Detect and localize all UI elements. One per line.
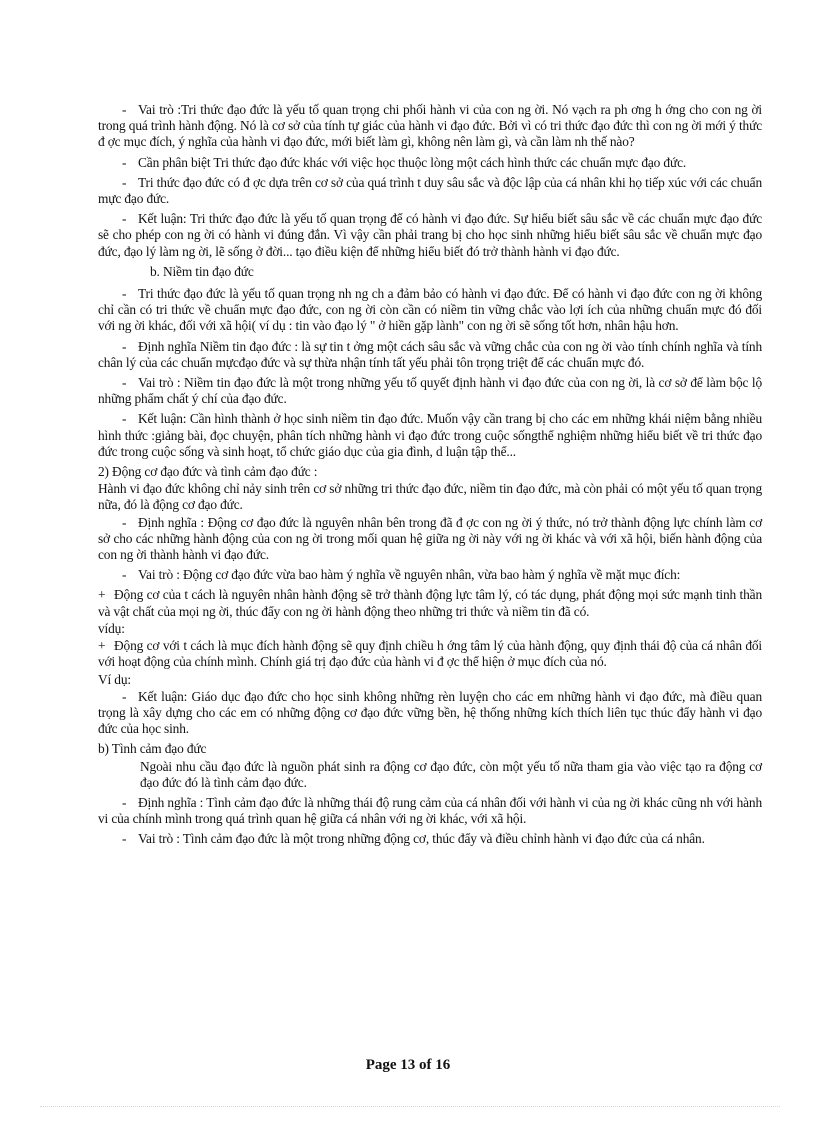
- plus-bullet: +: [98, 587, 106, 603]
- paragraph-text: Kết luận: Giáo dục đạo đức cho học sinh không những rèn luyện cho các em những hành vi đạo đức, mà điều quan trọng là xây dựng cho các em có những động cơ đạo đức vững bền, hệ thống những kích thích liên tục thúc đẩy hành vi đạo đức của học sinh.: [98, 688, 762, 737]
- page-bottom-rule: [40, 1106, 780, 1107]
- paragraph-text: Kết luận: Cần hình thành ở học sinh niềm tin đạo đức. Muốn vậy cần trang bị cho các em những khái niệm bằng nhiều hình thức :giảng bài, đọc chuyện, phân tích những hành vi đạo đức trong cuộc sốngthể nghiệm những hiểu biết về tri thức đạo đức trong cuộc sống và sinh hoạt, tổ chức giáo dục của gia đình, d luận tập thể...: [98, 411, 762, 459]
- paragraph-text: vídụ:: [98, 620, 125, 636]
- dash-bullet: -: [122, 567, 127, 583]
- paragraph: [98, 411, 762, 460]
- paragraph: [98, 339, 762, 371]
- paragraph: [98, 464, 762, 480]
- paragraph-text: Vai trò : Niềm tin đạo đức là một trong những yếu tố quyết định hành vi đạo đức của con ng ời, là cơ sở để làm bộc lộ những phẩm chất ý chí của đạo đức.: [98, 375, 762, 407]
- document-body: [98, 102, 762, 852]
- dash-bullet: -: [122, 211, 127, 227]
- paragraph: [98, 831, 762, 847]
- paragraph-text: Động cơ của t cách là nguyên nhân hành động sẽ trở thành động lực tâm lý, có tác dụng, phát động mọi sức mạnh tinh thần và vật chất của mọi ng ời, thúc đẩy con ng ời hành động theo những tri thức và niềm tin đã có.: [98, 587, 762, 619]
- dash-bullet: -: [122, 411, 127, 427]
- paragraph: [98, 175, 762, 207]
- paragraph-text: 2) Động cơ đạo đức và tình cảm đạo đức :: [98, 464, 318, 480]
- paragraph-text: Vai trò :Tri thức đạo đức là yếu tố quan trọng chi phối hành vi của con ng ời. Nó vạch ra ph ơng h ớng cho con ng ời trong quá trình hành động. Nó là cơ sở của tính tự giác của hành vi đạo đức. Bởi vì có tri thức đạo đức thì con ng ời mới ý thức đ ợc mục đích, ý nghĩa của hành vi đạo đức, mới biết làm gì, không nên làm gì, và cần làm nh thế nào?: [98, 102, 762, 150]
- paragraph: [98, 375, 762, 407]
- paragraph-text: Hành vi đạo đức không chỉ nảy sinh trên cơ sở những tri thức đạo đức, niềm tin đạo đức, mà còn phải có một yếu tố quan trọng nữa, đó là động cơ đạo đức.: [98, 481, 762, 513]
- paragraph-text: Cần phân biệt Tri thức đạo đức khác với việc học thuộc lòng một cách hình thức các chuẩn mực đạo đức.: [138, 154, 687, 170]
- dash-bullet: -: [122, 174, 127, 190]
- paragraph-text: Ngoài nhu cầu đạo đức là nguồn phát sinh ra động cơ đạo đức, còn một yếu tố nữa tham gia vào việc tạo ra động cơ đạo đức đó là tình cảm đạo đức.: [140, 758, 762, 790]
- paragraph: [98, 481, 762, 513]
- paragraph-text: Định nghĩa Niềm tin đạo đức : là sự tin t ởng một cách sâu sắc và vững chắc của con ng ời vào tính chính nghĩa và tính chân lý của các chuẩn mựcđạo đức và sự thừa nhận tính tất yếu phải tôn trọng triệt để các chuẩn mực đó.: [98, 338, 762, 370]
- paragraph: [98, 689, 762, 738]
- paragraph-text: Tri thức đạo đức có đ ợc dựa trên cơ sở của quá trình t duy sâu sắc và độc lập của cá nhân khi họ tiếp xúc với các chuẩn mực đạo đức.: [98, 174, 762, 207]
- paragraph-text: Ví dụ:: [98, 671, 131, 687]
- paragraph-text: b) Tình cảm đạo đức: [98, 741, 207, 757]
- page-footer: Page 13 of 16: [365, 1057, 451, 1073]
- dash-bullet: -: [122, 338, 127, 354]
- paragraph: [98, 759, 762, 791]
- paragraph: [98, 587, 762, 619]
- paragraph-text: b. Niềm tin đạo đức: [150, 263, 254, 279]
- dash-bullet: -: [122, 102, 127, 117]
- paragraph-text: Vai trò : Tình cảm đạo đức là một trong những động cơ, thúc đẩy và điều chỉnh hành vi đạo đức của cá nhân.: [138, 831, 705, 847]
- paragraph-text: Kết luận: Tri thức đạo đức là yếu tố quan trọng để có hành vi đạo đức. Sự hiểu biết sâu sắc về các chuẩn mực đạo đức sẽ cho phép con ng ời có hành vi đúng đắn. Vì vậy cần phải trang bị cho học sinh những hiểu biết sâu sắc về chuẩn mực đạo đức, đạo lý làm ng ời, lẽ sống ở đời... tạo điều kiện để những hiểu biết đó trở thành hành vi đạo đức.: [98, 211, 762, 259]
- dash-bullet: -: [122, 375, 127, 391]
- paragraph-text: Tri thức đạo đức là yếu tố quan trọng nh ng ch a đảm bảo có hành vi đạo đức. Để có hành vi đạo đức con ng ời không chỉ cần có tri thức về chuẩn mực đạo đức, con ng ời còn cần có niềm tin vững chắc vào lợi ích của những chuẩn mực đó đối với ng ời khác, đối với xã hội( ví dụ : tin vào đạo lý " ở hiền gặp lành" con ng ời sẽ sống tốt hơn, nhân hậu hơn.: [98, 286, 762, 334]
- dash-bullet: -: [122, 831, 127, 847]
- paragraph: [98, 286, 762, 335]
- paragraph-text: Định nghĩa : Động cơ đạo đức là nguyên nhân bên trong đã đ ợc con ng ời ý thức, nó trở thành động lực chính làm cơ sở cho các những hành động của con ng ời trong mối quan hệ giữa ng ời này với ng ời khác và với xã hội, biến hành động của con ng ời thành hành vi đạo đức.: [98, 514, 762, 563]
- paragraph: [98, 567, 762, 583]
- section-subheading: [98, 264, 762, 280]
- paragraph: [98, 515, 762, 564]
- dash-bullet: -: [122, 154, 127, 170]
- dash-bullet: -: [122, 514, 127, 530]
- dash-bullet: -: [122, 688, 127, 704]
- paragraph: [98, 795, 762, 827]
- plus-bullet: +: [98, 638, 106, 654]
- paragraph-text: Động cơ với t cách là mục đích hành động sẽ quy định chiều h ớng tâm lý của hành động, quy định thái độ của cá nhân đối với hoạt động của chính mình. Chính giá trị đạo đức của hành vi đ ợc thể hiện ở mục đích của nó.: [98, 638, 762, 670]
- paragraph: [98, 638, 762, 670]
- paragraph: [98, 672, 762, 688]
- dash-bullet: -: [122, 286, 127, 302]
- paragraph-text: Định nghĩa : Tình cảm đạo đức là những thái độ rung cảm của cá nhân đối với hành vi của ng ời khác cũng nh với hành vi của chính mình trong quá trình quan hệ giữa cá nhân với ng ời khác, với xã hội.: [98, 794, 762, 827]
- paragraph: [98, 621, 762, 637]
- paragraph: [98, 102, 762, 151]
- paragraph: [98, 155, 762, 171]
- paragraph-text: Vai trò : Động cơ đạo đức vừa bao hàm ý nghĩa về nguyên nhân, vừa bao hàm ý nghĩa về mặt mục đích:: [138, 567, 681, 583]
- paragraph: [98, 211, 762, 260]
- paragraph: [98, 741, 762, 757]
- dash-bullet: -: [122, 794, 127, 810]
